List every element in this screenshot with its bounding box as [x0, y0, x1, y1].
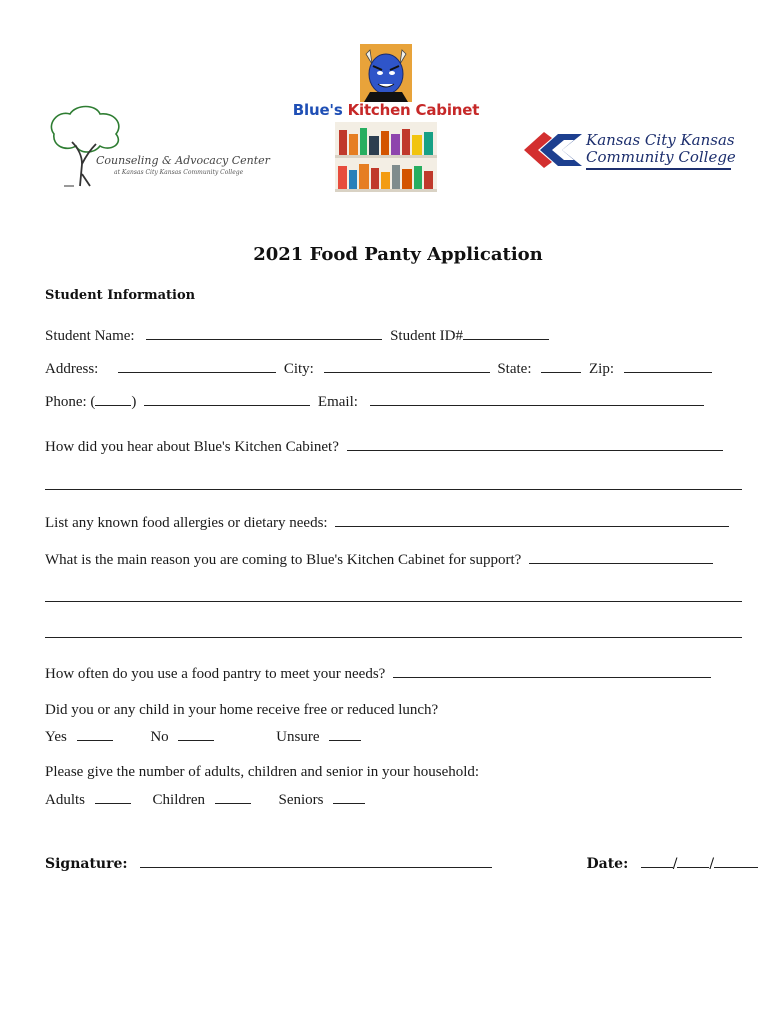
counseling-center-subtitle: at Kansas City Kansas Community College — [114, 169, 244, 176]
allergies-field[interactable] — [335, 512, 729, 527]
counseling-center-name: Counseling & Advocacy Center — [96, 154, 270, 167]
student-name-label: Student Name: — [45, 328, 135, 344]
household-adults-label: Adults — [45, 792, 86, 808]
lunch-option-unsure-field[interactable] — [329, 726, 361, 741]
student-id-label: Student ID# — [390, 328, 463, 344]
household-question: Please give the number of adults, children and senior in your household: — [45, 764, 480, 780]
address-field[interactable] — [118, 358, 276, 373]
hear-about-question: How did you hear about Blue's Kitchen Cabinet? — [45, 439, 339, 455]
reason-question: What is the main reason you are coming to Blue's Kitchen Cabinet for support? — [45, 552, 522, 568]
address-row — [45, 358, 712, 378]
kitchen-cabinet-title-part2: Kitchen Cabinet — [347, 101, 480, 119]
signature-label: Signature: — [45, 856, 128, 872]
phone-close-paren: ) — [131, 394, 137, 410]
hear-about-continuation-line[interactable] — [45, 489, 742, 490]
date-day-field[interactable] — [677, 853, 709, 868]
counseling-center-logo — [44, 104, 270, 190]
state-label: State: — [497, 361, 532, 377]
zip-field[interactable] — [624, 358, 712, 373]
kc-emblem-icon — [522, 128, 584, 170]
email-label: Email: — [317, 394, 358, 410]
student-id-field[interactable] — [463, 325, 549, 340]
form-title: 2021 Food Panty Application — [253, 244, 543, 265]
city-field[interactable] — [324, 358, 490, 373]
phone-area-code-field[interactable] — [95, 391, 131, 406]
date-label: Date: — [586, 856, 629, 872]
hear-about-field[interactable] — [347, 436, 723, 451]
reason-row — [45, 549, 713, 569]
section-heading: Student Information — [45, 288, 196, 303]
frequency-row — [45, 663, 711, 683]
hear-about-row — [45, 436, 723, 456]
reason-continuation-line-1[interactable] — [45, 601, 742, 602]
frequency-field[interactable] — [393, 663, 711, 678]
date-year-field[interactable] — [714, 853, 758, 868]
student-name-row — [45, 325, 549, 345]
lunch-option-no-field[interactable] — [178, 726, 214, 741]
city-label: City: — [283, 361, 314, 377]
date-month-field[interactable] — [641, 853, 673, 868]
phone-email-row — [45, 391, 704, 411]
lunch-options-row — [45, 726, 361, 746]
signature-field[interactable] — [140, 853, 492, 868]
pantry-shelves-image — [335, 122, 437, 192]
zip-label: Zip: — [589, 361, 615, 377]
email-field[interactable] — [370, 391, 704, 406]
allergies-question: List any known food allergies or dietary needs: — [45, 515, 328, 531]
signature-row — [45, 853, 745, 872]
lunch-question: Did you or any child in your home receive free or reduced lunch? — [45, 702, 439, 718]
lunch-option-no-label: No — [150, 729, 169, 745]
household-children-field[interactable] — [215, 789, 251, 804]
student-name-field[interactable] — [146, 325, 382, 340]
lunch-option-yes-label: Yes — [45, 729, 67, 745]
mascot-icon — [360, 44, 412, 102]
college-name-line2: Community College — [586, 148, 736, 166]
allergies-row — [45, 512, 729, 532]
lunch-option-unsure-label: Unsure — [276, 729, 320, 745]
household-question-row — [45, 764, 479, 781]
reason-field[interactable] — [529, 549, 713, 564]
kitchen-cabinet-title-part1: Blue's — [292, 101, 343, 119]
date-separator-2: / — [709, 856, 715, 872]
college-logo-underline — [586, 168, 731, 170]
household-options-row — [45, 789, 365, 809]
household-children-label: Children — [152, 792, 206, 808]
household-seniors-label: Seniors — [278, 792, 324, 808]
lunch-option-yes-field[interactable] — [77, 726, 113, 741]
phone-number-field[interactable] — [144, 391, 310, 406]
college-name-line1: Kansas City Kansas — [586, 131, 735, 149]
kitchen-cabinet-logo — [280, 44, 490, 194]
phone-label: Phone: ( — [45, 394, 96, 410]
kitchen-cabinet-title — [284, 101, 488, 119]
state-field[interactable] — [541, 358, 581, 373]
tree-icon — [44, 104, 134, 190]
household-seniors-field[interactable] — [333, 789, 365, 804]
address-label: Address: — [45, 361, 99, 377]
date-separator-1: / — [672, 856, 678, 872]
college-logo — [522, 128, 734, 174]
frequency-question: How often do you use a food pantry to meet your needs? — [45, 666, 386, 682]
lunch-question-row — [45, 702, 438, 719]
household-adults-field[interactable] — [95, 789, 131, 804]
reason-continuation-line-2[interactable] — [45, 637, 742, 638]
